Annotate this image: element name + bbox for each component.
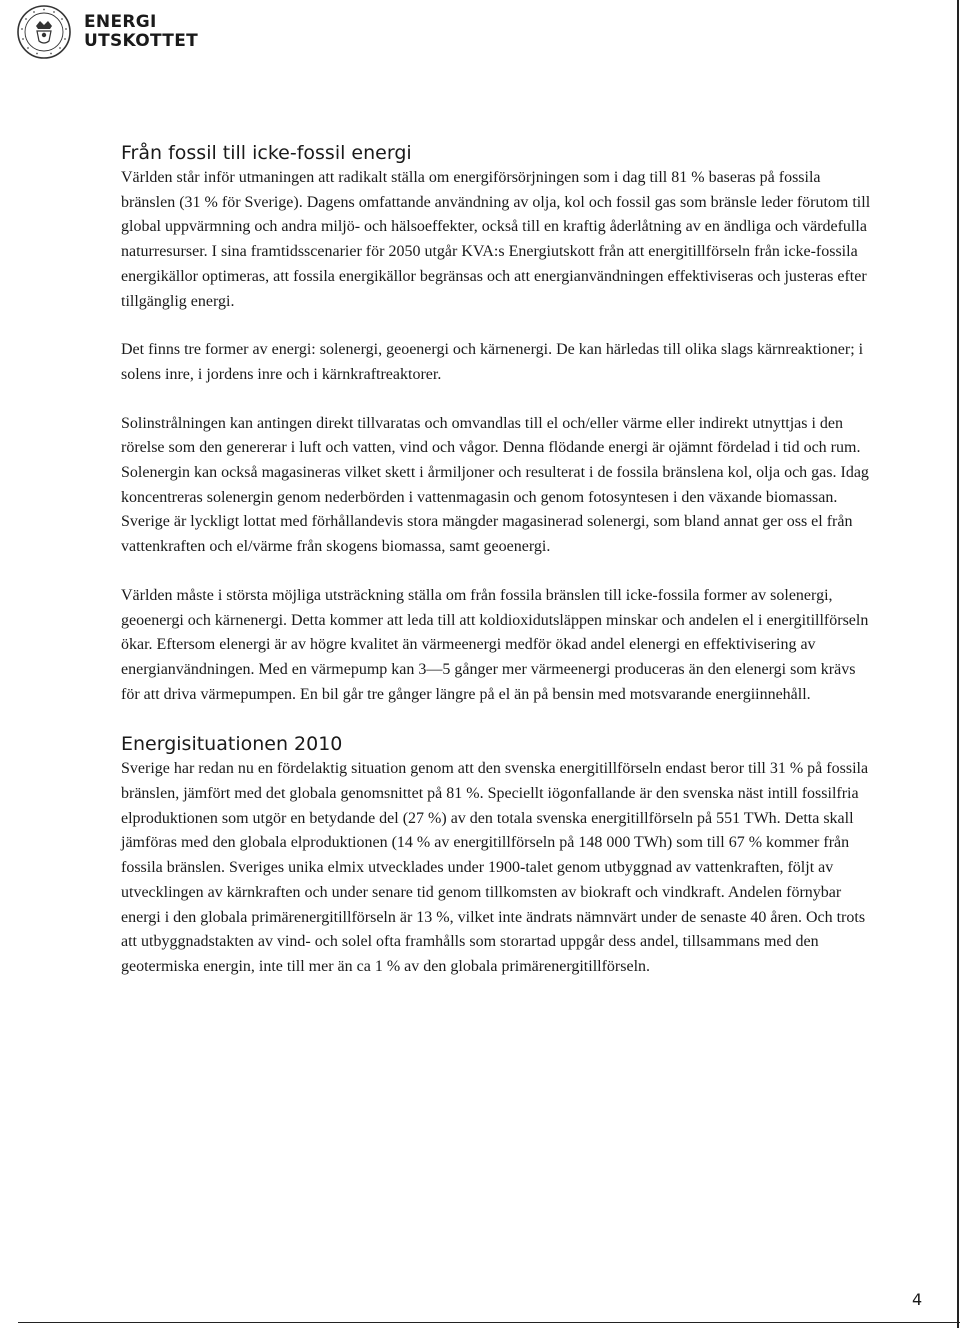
paragraph: Det finns tre former av energi: solenergi, geoenergi och kärnenergi. De kan härledas till olika slags kärnreaktioner; i solens inre, i jordens inre och i kärnkraftreaktorer. [121, 341, 864, 383]
logo [16, 4, 198, 60]
paragraph: Världen står inför utmaningen att radikalt ställa om energiförsörjningen som i dag till 81 % baseras på fossila bränslen (31 % för Sverige). Dagens omfattande användning av olja, kol och fossil gas som bränsle leder förutom till global uppvärmning och andra miljö- och hälsoeffekter, också till en kraftig åderlåtning av en ändliga och värdefulla naturresurser. I sina framtidsscenarier för 2050 utgår KVA:s Energiutskott från att energitillförseln från icke-fossila energikällor optimeras, att fossila energikällor begränsas och att energianvändningen effektiviseras och justeras efter tillgänglig energi. [121, 169, 871, 310]
section-heading-2010: Energisituationen 2010 [121, 733, 343, 756]
paragraph: Sverige har redan nu en fördelaktig situation genom att den svenska energitillförseln endast beror till 31 % på fossila bränslen, jämfört med det globala genomsnittet på 81 %. Speciellt iögonfallande är den svenska näst intill fossilfria elproduktionen som utgör en betydande del (27 %) av den totala svenska energitillförseln på 551 TWh. Detta skall jämföras med den globala elproduktionen (14 % av energitillförseln på 148 000 TWh) som till 67 % kommer från fossila bränslen. Sveriges unika elmix utvecklades under 1900-talet genom utbyggnad av vattenkraften, följt av utvecklingen av kärnkraften och under senare tid genom tillkomsten av biokraft och vindkraft. Andelen förnybar energi i den globala primärenergitillförseln är 13 %, vilket inte ändrats nämnvärt under de senaste 40 åren. Och trots att utbyggnadstakten av vind- och solel ofta framhålls som storartad uppgår dess andel, tillsammans med den geotermiska energin, inte till mer än ca 1 % av den globala primärenergitillförseln. [121, 760, 869, 975]
page-number: 4 [912, 1290, 923, 1309]
right-border-rule [957, 0, 959, 1328]
logo-line-2: UTSKOTTET [84, 31, 198, 51]
royal-academy-seal-icon [16, 4, 72, 60]
bottom-border-rule [18, 1322, 960, 1323]
logo-line-1: ENERGI [84, 12, 157, 32]
paragraph: Solinstrålningen kan antingen direkt tillvaratas och omvandlas till el och/eller värme eller indirekt utnyttjas i den rörelse som den genererar i luft och vatten, vind och vågor. Denna flödande energi är ojämnt fördelad i tid och rum. Solenergin kan också magasineras vilket skett i årmiljoner och resulterat i de fossila bränslena kol, olja och gas. Idag koncentreras solenergin genom nederbörden i vattenmagasin och genom fotosyntesen i den växande biomassan. Sverige är lyckligt lottat med förhållandevis stora mängder magasinerad solenergi, som bland annat ger oss el från vattenkraften och el/värme från skogens biomassa, samt geoenergi. [121, 414, 869, 556]
section-heading-fossil: Från fossil till icke-fossil energi [121, 142, 412, 164]
paragraph: Världen måste i största möjliga utsträckning ställa om från fossila bränslen till icke-fossila former av solenergi, geoenergi och kärnenergi. Detta kommer att leda till att koldioxidutsläppen minskar och andelen el i energitillförseln ökar. Eftersom elenergi är av högre kvalitet än värmeenergi medför ökad andel elenergi en effektivisering av energianvändningen. Med en värmepump kan 3—5 gånger mer värmeenergi produceras än den elenergi som krävs för att driva värmepumpen. En bil går tre gånger längre på el än på bensin med motsvarande energiinnehåll. [121, 586, 869, 703]
document-body [121, 140, 871, 1004]
logo-text [84, 13, 198, 51]
